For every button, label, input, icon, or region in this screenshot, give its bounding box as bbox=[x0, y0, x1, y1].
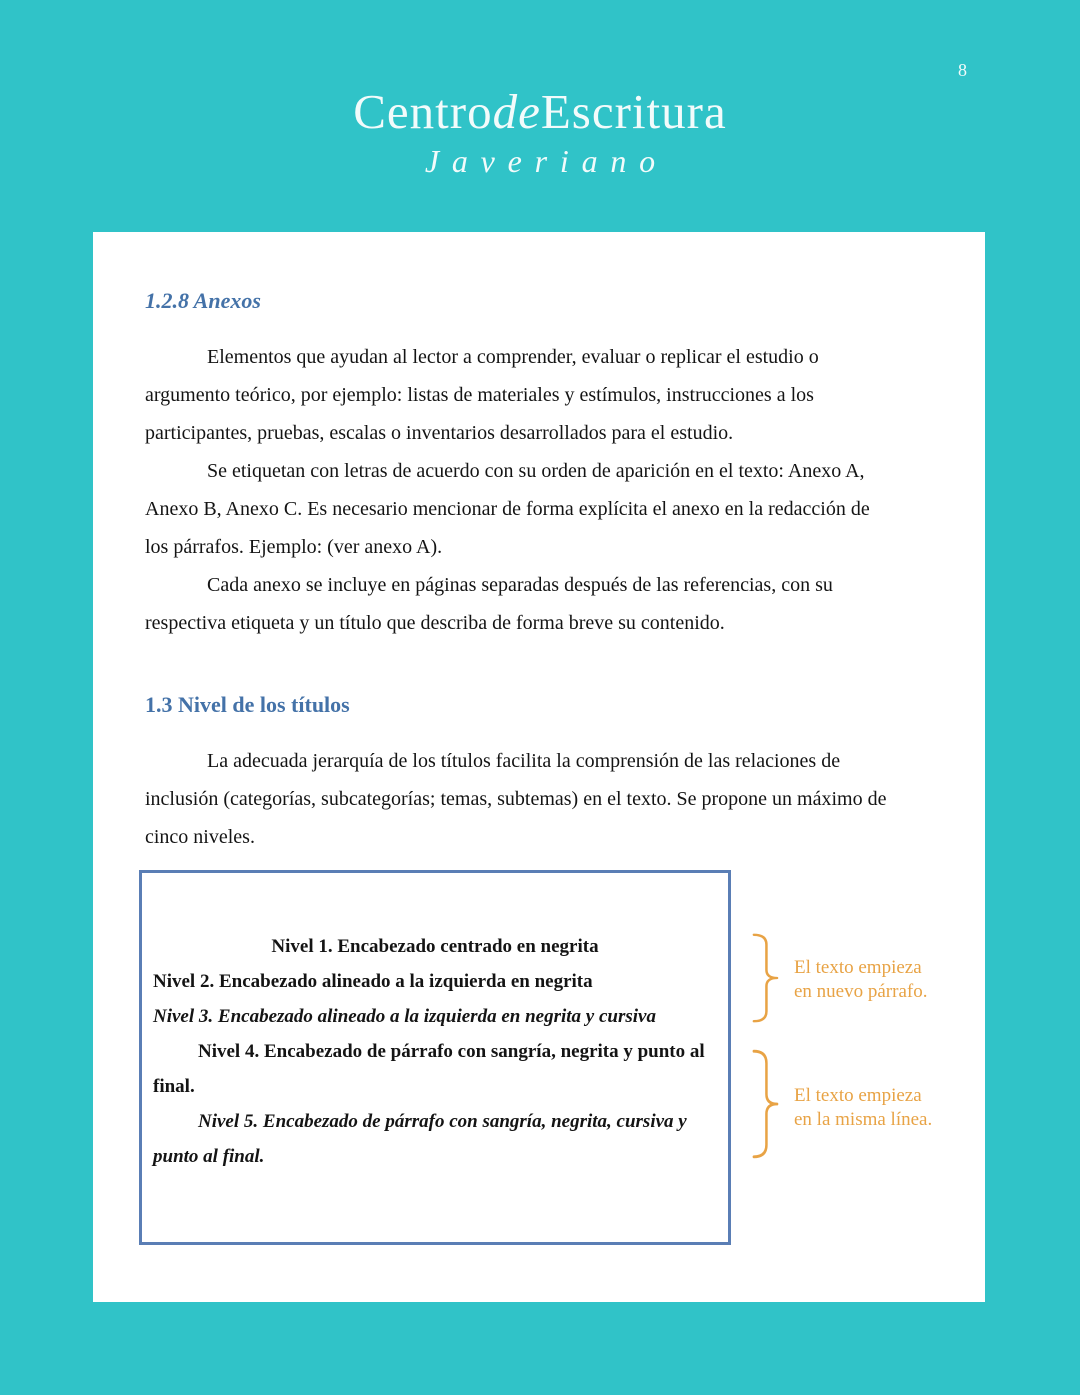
level-1-example: Nivel 1. Encabezado centrado en negrita bbox=[271, 936, 599, 957]
section-heading-anexos: 1.2.8 Anexos bbox=[145, 288, 261, 313]
logo-title-centro: Centro bbox=[353, 84, 493, 139]
brace-icon bbox=[750, 933, 779, 1023]
level-3-example: Nivel 3. Encabezado alineado a la izquierda en negrita y cursiva bbox=[153, 1006, 656, 1027]
paragraph-anexos-1: Elementos que ayudan al lector a comprender, evaluar o replicar el estudio o argumento teórico, por ejemplo: listas de materiales y estímulos, instrucciones a los participantes, pruebas, escalas o inventarios desarrollados para el estudio. bbox=[145, 346, 819, 444]
paragraph-anexos-2: Se etiquetan con letras de acuerdo con su orden de aparición en el texto: Anexo A, Anexo B, Anexo C. Es necesario mencionar de forma explícita el anexo en la redacción de los párrafos. Ejemplo: (ver anexo A). bbox=[145, 460, 870, 558]
level-5-example: Nivel 5. Encabezado de párrafo con sangría, negrita, cursiva y punto al final. bbox=[153, 1111, 687, 1167]
logo-title-de: de bbox=[492, 84, 541, 139]
page-number: 8 bbox=[958, 60, 967, 80]
level-2-example: Nivel 2. Encabezado alineado a la izquierda en negrita bbox=[153, 971, 593, 992]
document-sheet bbox=[93, 232, 985, 1302]
paragraph-anexos-3: Cada anexo se incluye en páginas separadas después de las referencias, con su respectiva etiqueta y un título que describa de forma breve su contenido. bbox=[145, 574, 833, 634]
logo-title-escritura: Escritura bbox=[540, 84, 727, 139]
section-heading-niveles: 1.3 Nivel de los títulos bbox=[145, 692, 350, 717]
logo-subtitle: Javeriano bbox=[424, 143, 668, 179]
brace-icon bbox=[750, 1049, 779, 1159]
annotation-new-paragraph: El texto empieza en nuevo párrafo. bbox=[794, 957, 928, 1002]
logo bbox=[0, 84, 1080, 180]
logo-title bbox=[0, 84, 1080, 140]
annotation-same-line: El texto empieza en la misma línea. bbox=[794, 1085, 933, 1130]
levels-example-box bbox=[139, 870, 731, 1245]
level-4-example: Nivel 4. Encabezado de párrafo con sangría, negrita y punto al final. bbox=[153, 1041, 705, 1097]
paragraph-niveles: La adecuada jerarquía de los títulos facilita la comprensión de las relaciones de inclusión (categorías, subcategorías; temas, subtemas) en el texto. Se propone un máximo de cinco niveles. bbox=[145, 750, 887, 848]
